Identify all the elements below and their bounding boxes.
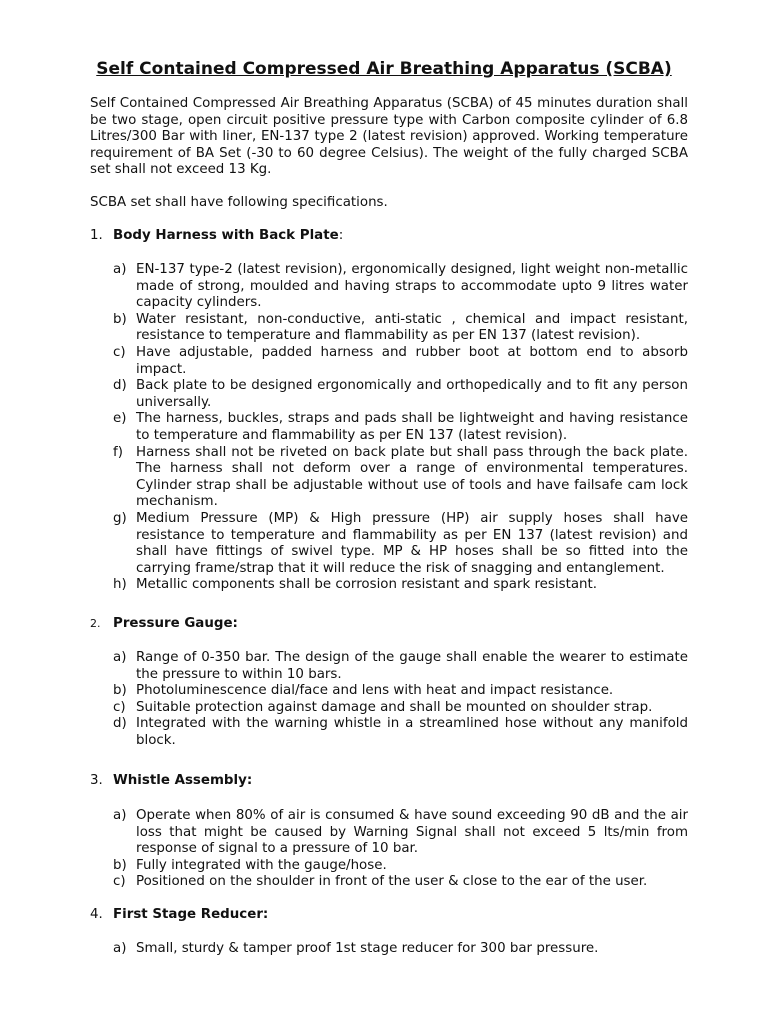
- section-heading-pressure-gauge: [90, 616, 238, 633]
- body-harness-list: [113, 262, 688, 594]
- intro-paragraph: Self Contained Compressed Air Breathing Apparatus (SCBA) of 45 minutes duration shall be two stage, open circuit positive pressure type with Carbon composite cylinder of 6.8 Litres/300 Bar with liner, EN-137 type 2 (latest revision) approved. Working temperature requirement of BA Set (-30 to 60 degree Celsius). The weight of the fully charged SCBA set shall not exceed 13 Kg.: [90, 96, 688, 178]
- item-text: Medium Pressure (MP) & High pressure (HP) air supply hoses shall have resistance to temperature and flammability as per EN 137 (latest revision) and shall have fittings of swivel type. MP & HP hoses shall be so fitted into the carrying frame/strap that it will reduce the risk of snagging and entanglement.: [136, 510, 688, 576]
- list-item: [113, 874, 688, 891]
- list-item: [113, 941, 688, 958]
- item-text: Integrated with the warning whistle in a streamlined hose without any manifold block.: [136, 716, 688, 748]
- item-marker: b): [113, 683, 127, 699]
- pressure-gauge-list: [113, 650, 688, 750]
- item-text: Photoluminescence dial/face and lens with heat and impact resistance.: [136, 683, 614, 699]
- item-marker: h): [113, 577, 127, 593]
- section-title: Whistle Assembly:: [113, 773, 253, 788]
- item-text: Metallic components shall be corrosion resistant and spark resistant.: [136, 577, 598, 593]
- item-marker: d): [113, 378, 127, 394]
- section-title: Pressure Gauge:: [113, 616, 238, 631]
- list-item: [113, 650, 688, 683]
- item-text: Back plate to be designed ergonomically and orthopedically and to fit any person universally.: [136, 378, 688, 410]
- list-item: [113, 445, 688, 511]
- item-text: Harness shall not be riveted on back plate but shall pass through the back plate. The harness shall not deform over a range of environmental temperatures. Cylinder strap shall be adjustable without use of tools and have failsafe cam lock mechanism.: [136, 444, 688, 510]
- list-item: [113, 716, 688, 749]
- item-text: EN-137 type-2 (latest revision), ergonomically designed, light weight non-metallic made of strong, moulded and having straps to accommodate upto 9 litres water capacity cylinders.: [136, 262, 688, 311]
- list-item: [113, 858, 688, 875]
- first-stage-reducer-list: [113, 941, 688, 958]
- document-title: Self Contained Compressed Air Breathing Apparatus (SCBA): [96, 59, 672, 79]
- list-item: [113, 808, 688, 858]
- item-text: Suitable protection against damage and shall be mounted on shoulder strap.: [136, 699, 653, 715]
- list-item: [113, 683, 688, 700]
- section-number: 3.: [90, 773, 103, 788]
- section-title-suffix: :: [338, 228, 344, 243]
- list-item: [113, 312, 688, 345]
- section-number: 2.: [90, 617, 101, 630]
- item-marker: b): [113, 311, 127, 327]
- item-marker: c): [113, 874, 126, 890]
- item-text: Water resistant, non-conductive, anti-static , chemical and impact resistant, resistance to temperature and flammability as per EN 137 (latest revision).: [136, 311, 688, 344]
- section-title: Body Harness with Back Plate: [113, 228, 339, 243]
- item-marker: f): [113, 444, 123, 460]
- item-text: Positioned on the shoulder in front of the user & close to the ear of the user.: [136, 874, 648, 890]
- list-item: [113, 700, 688, 717]
- section-number: 4.: [90, 907, 103, 922]
- list-item: [113, 262, 688, 312]
- list-item: [113, 577, 688, 594]
- list-item: [113, 345, 688, 378]
- item-text: Operate when 80% of air is consumed & have sound exceeding 90 dB and the air loss that might be caused by Warning Signal shall not exceed 5 lts/min from response of signal to a pressure of 10 bar.: [136, 808, 688, 857]
- section-heading-body-harness: [90, 228, 343, 245]
- spec-intro-line: SCBA set shall have following specifications.: [90, 195, 388, 210]
- list-item: [113, 511, 688, 577]
- item-text: The harness, buckles, straps and pads shall be lightweight and having resistance to temperature and flammability as per EN 137 (latest revision).: [136, 411, 688, 443]
- section-heading-whistle-assembly: [90, 773, 252, 790]
- item-marker: a): [113, 262, 127, 277]
- item-text: Have adjustable, padded harness and rubber boot at bottom end to absorb impact.: [136, 344, 688, 377]
- section-title: First Stage Reducer:: [113, 907, 269, 922]
- list-item: [113, 411, 688, 444]
- item-marker: g): [113, 510, 127, 526]
- item-marker: e): [113, 411, 127, 427]
- list-item: [113, 378, 688, 411]
- section-heading-first-stage-reducer: [90, 907, 268, 924]
- item-marker: c): [113, 699, 126, 715]
- item-marker: a): [113, 808, 127, 823]
- item-marker: a): [113, 650, 127, 665]
- item-marker: d): [113, 716, 127, 732]
- whistle-assembly-list: [113, 808, 688, 891]
- item-text: Range of 0-350 bar. The design of the gauge shall enable the wearer to estimate the pressure to within 10 bars.: [136, 650, 688, 682]
- item-text: Small, sturdy & tamper proof 1st stage reducer for 300 bar pressure.: [136, 941, 599, 956]
- item-text: Fully integrated with the gauge/hose.: [136, 857, 387, 873]
- item-marker: a): [113, 941, 127, 956]
- item-marker: c): [113, 344, 126, 360]
- item-marker: b): [113, 857, 127, 873]
- section-number: 1.: [90, 228, 103, 243]
